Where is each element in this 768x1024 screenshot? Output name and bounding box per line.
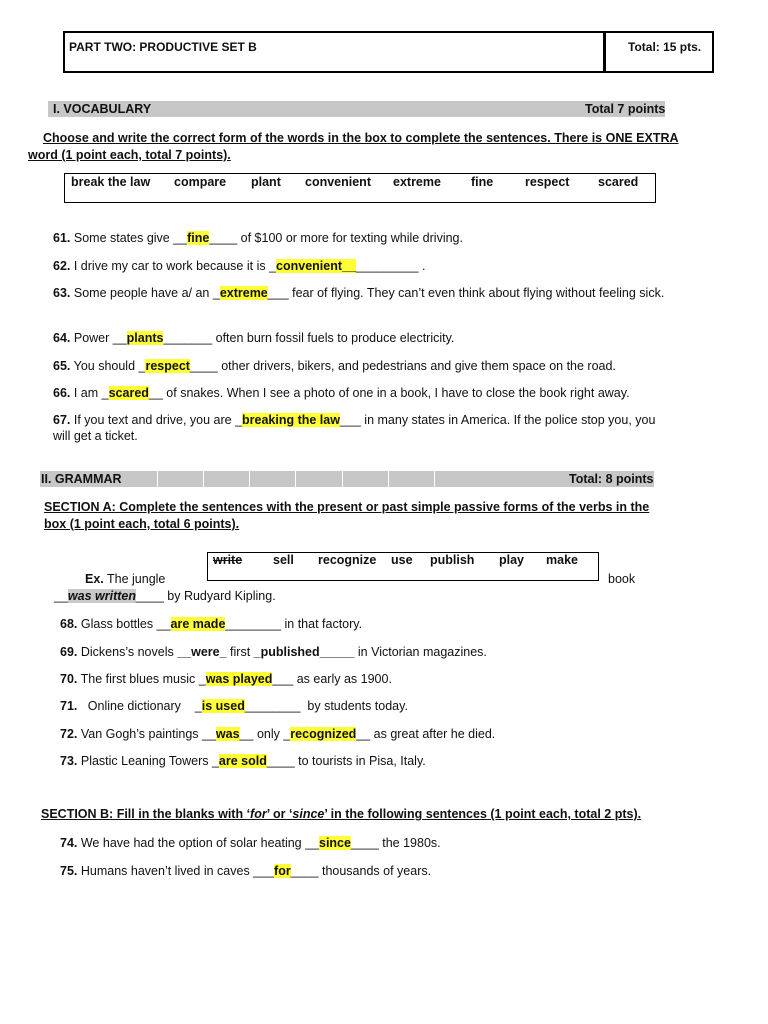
question-61: 61. Some states give __fine____ of $100 or more for texting while driving. — [53, 231, 463, 245]
verb-box-item: recognize — [318, 553, 377, 567]
answer: for — [274, 864, 291, 878]
answer: fine — [187, 231, 210, 245]
answer: respect — [145, 359, 190, 373]
header-divider — [603, 31, 606, 73]
bar-divider — [295, 471, 296, 487]
question-74: 74. We have had the option of solar heating __since____ the 1980s. — [60, 836, 441, 850]
answer: are sold — [218, 754, 267, 768]
question-67: 67. If you text and drive, you are _breaking the law___ in many states in America. If the police stop you, you will get a ticket. — [53, 413, 656, 443]
word-box-item: break the law — [71, 175, 151, 189]
bar-divider — [249, 471, 250, 487]
answer: plants — [126, 331, 164, 345]
question-68: 68. Glass bottles __are made________ in that factory. — [60, 617, 363, 631]
answer: since — [319, 836, 351, 850]
word-box-item: extreme — [393, 175, 441, 189]
verb-box-item: play — [499, 553, 525, 567]
verb-box-item: use — [391, 553, 413, 567]
question-71: 71. Online dictionary _is used________ by students today. — [60, 699, 408, 713]
question-70: 70. The first blues music _was played___ as early as 1900. — [60, 672, 392, 686]
verb-box-item: sell — [273, 553, 294, 567]
verb-box-item: write — [213, 553, 243, 567]
vocabulary-points: Total 7 points — [585, 102, 666, 116]
question-65: 65. You should _respect____ other drivers, bikers, and pedestrians and give them space on the road. — [53, 359, 616, 373]
bar-divider — [434, 471, 435, 487]
verb-box-item: make — [546, 553, 578, 567]
grammar-points: Total: 8 points — [569, 472, 654, 486]
bar-divider — [342, 471, 343, 487]
answer: extreme — [219, 286, 268, 300]
question-73: 73. Plastic Leaning Towers _are sold____ to tourists in Pisa, Italy. — [60, 754, 426, 768]
answer: convenient__ — [276, 259, 356, 273]
example-line-2: __was written____ by Rudyard Kipling. — [54, 589, 276, 603]
answer: __were_ — [177, 645, 227, 659]
question-75: 75. Humans haven’t lived in caves ___for____ thousands of years. — [60, 864, 432, 878]
answer: was — [215, 727, 240, 741]
answer: was played — [205, 672, 273, 686]
example-answer: was written — [67, 589, 136, 603]
question-62: 62. I drive my car to work because it is _convenient___________ . — [53, 259, 426, 273]
question-69: 69. Dickens’s novels __were_ first _published_____ in Victorian magazines. — [60, 645, 487, 659]
word-box-item: plant — [251, 175, 281, 189]
question-63: 63. Some people have a/ an _extreme___ fear of flying. They can’t even think about flying without feeling sick. — [53, 286, 665, 300]
bar-divider — [157, 471, 158, 487]
answer: _published_____ — [253, 645, 355, 659]
grammar-bar — [40, 471, 654, 487]
word-box-item: respect — [525, 175, 570, 189]
answer: recognized — [290, 727, 357, 741]
grammar-title: II. GRAMMAR — [41, 472, 122, 486]
section-a-instruction: SECTION A: Complete the sentences with the present or past simple passive forms of the verbs in the box (1 point each, total 6 points). — [44, 500, 650, 531]
question-72: 72. Van Gogh’s paintings __was__ only _recognized__ as great after he died. — [60, 727, 496, 741]
answer: scared — [108, 386, 149, 400]
total-points: Total: 15 pts. — [628, 40, 702, 54]
example-trailing: book — [608, 572, 636, 586]
bar-divider — [388, 471, 389, 487]
vocabulary-instruction: Choose and write the correct form of the words in the box to complete the sentences. There is ONE EXTRA word (1 point each, total 7 points). — [28, 131, 679, 162]
answer: breaking the law — [242, 413, 340, 427]
bar-divider — [203, 471, 204, 487]
example-line-1: Ex. The jungle — [85, 572, 166, 586]
answer: is used — [201, 699, 245, 713]
answer: are made — [170, 617, 226, 631]
word-box-item: fine — [471, 175, 494, 189]
question-64: 64. Power __plants_______ often burn fossil fuels to produce electricity. — [53, 331, 455, 345]
word-box-item: compare — [174, 175, 227, 189]
verb-box-item: publish — [430, 553, 475, 567]
word-box-item: scared — [598, 175, 639, 189]
word-box-item: convenient — [305, 175, 371, 189]
section-b-instruction: SECTION B: Fill in the blanks with ‘for’ or ‘since’ in the following sentences (1 point each, total 2 pts). — [41, 807, 642, 821]
vocabulary-title: I. VOCABULARY — [53, 102, 152, 116]
question-66: 66. I am _scared__ of snakes. When I see a photo of one in a book, I have to close the book right away. — [53, 386, 630, 400]
part-title: PART TWO: PRODUCTIVE SET B — [69, 40, 257, 54]
